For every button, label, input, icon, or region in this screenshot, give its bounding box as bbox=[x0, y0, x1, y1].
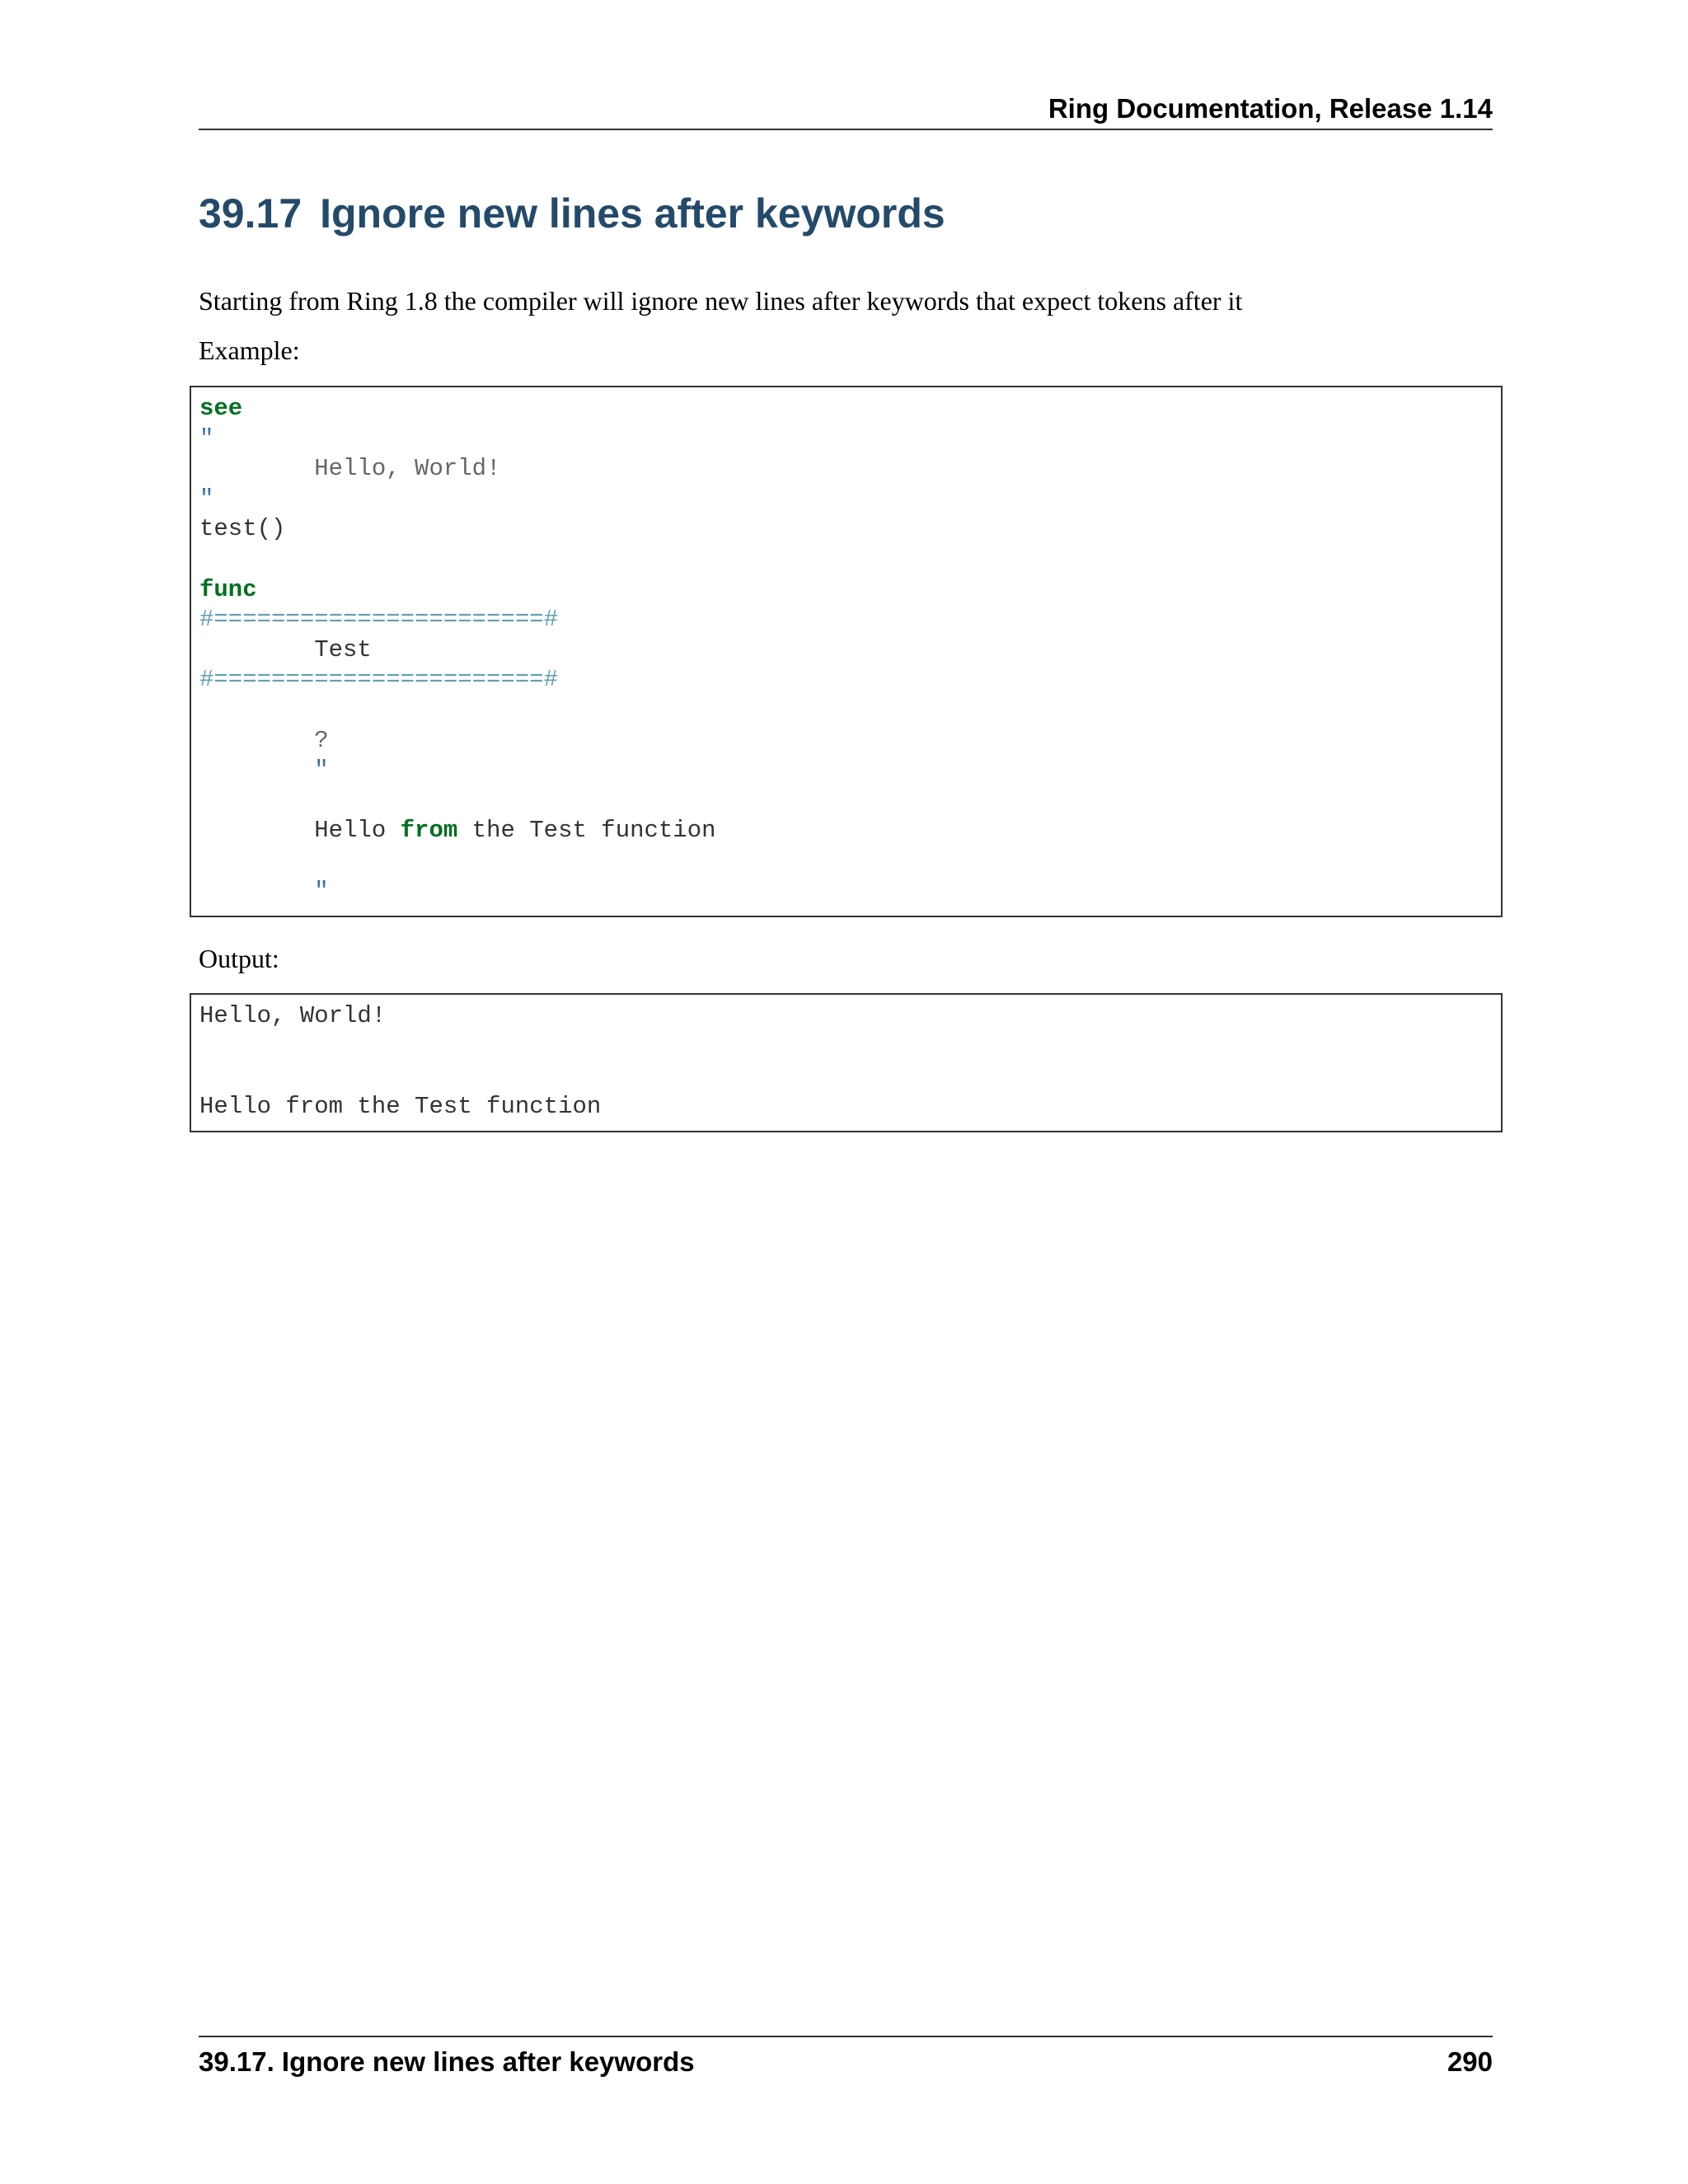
example-code bbox=[191, 387, 1501, 907]
page-header bbox=[199, 91, 1493, 130]
code-string-text: Hello bbox=[199, 817, 401, 845]
code-indent bbox=[199, 727, 314, 754]
output-line: Hello, World! bbox=[199, 1002, 387, 1029]
page-number: 290 bbox=[1447, 2046, 1493, 2077]
code-string-text: Hello, World! bbox=[199, 455, 501, 483]
code-string-quote: " bbox=[314, 757, 329, 785]
code-string-quote: " bbox=[199, 485, 214, 513]
section-title bbox=[199, 191, 945, 237]
output-line: Hello from the Test function bbox=[199, 1092, 602, 1120]
code-print-operator: ? bbox=[314, 726, 329, 754]
code-keyword-from: from bbox=[400, 817, 458, 845]
output-label: Output: bbox=[199, 944, 279, 973]
code-indent bbox=[199, 878, 314, 905]
footer-section-ref: 39.17. Ignore new lines after keywords bbox=[199, 2046, 695, 2077]
intro-paragraph: Starting from Ring 1.8 the compiler will ignore new lines after keywords that expect tokens after it bbox=[199, 286, 1243, 316]
code-string-quote: " bbox=[314, 877, 329, 905]
example-label: Example: bbox=[199, 335, 300, 365]
code-function-call: test() bbox=[199, 515, 286, 543]
code-keyword-see: see bbox=[199, 395, 243, 422]
example-code-block bbox=[190, 386, 1503, 917]
output-code-block bbox=[190, 993, 1503, 1132]
section-heading-text: Ignore new lines after keywords bbox=[320, 190, 945, 237]
code-keyword-func: func bbox=[199, 575, 257, 603]
running-title: Ring Documentation, Release 1.14 bbox=[1048, 93, 1493, 124]
section-number: 39.17 bbox=[199, 190, 302, 237]
code-comment: #=======================# bbox=[199, 606, 559, 634]
code-string-text: the Test function bbox=[457, 817, 716, 845]
code-function-name: Test bbox=[199, 635, 372, 663]
code-indent bbox=[199, 757, 314, 784]
code-comment: #=======================# bbox=[199, 666, 559, 694]
output-code bbox=[191, 995, 1501, 1122]
page-footer bbox=[199, 2036, 1493, 2079]
code-string-quote: " bbox=[199, 424, 214, 452]
